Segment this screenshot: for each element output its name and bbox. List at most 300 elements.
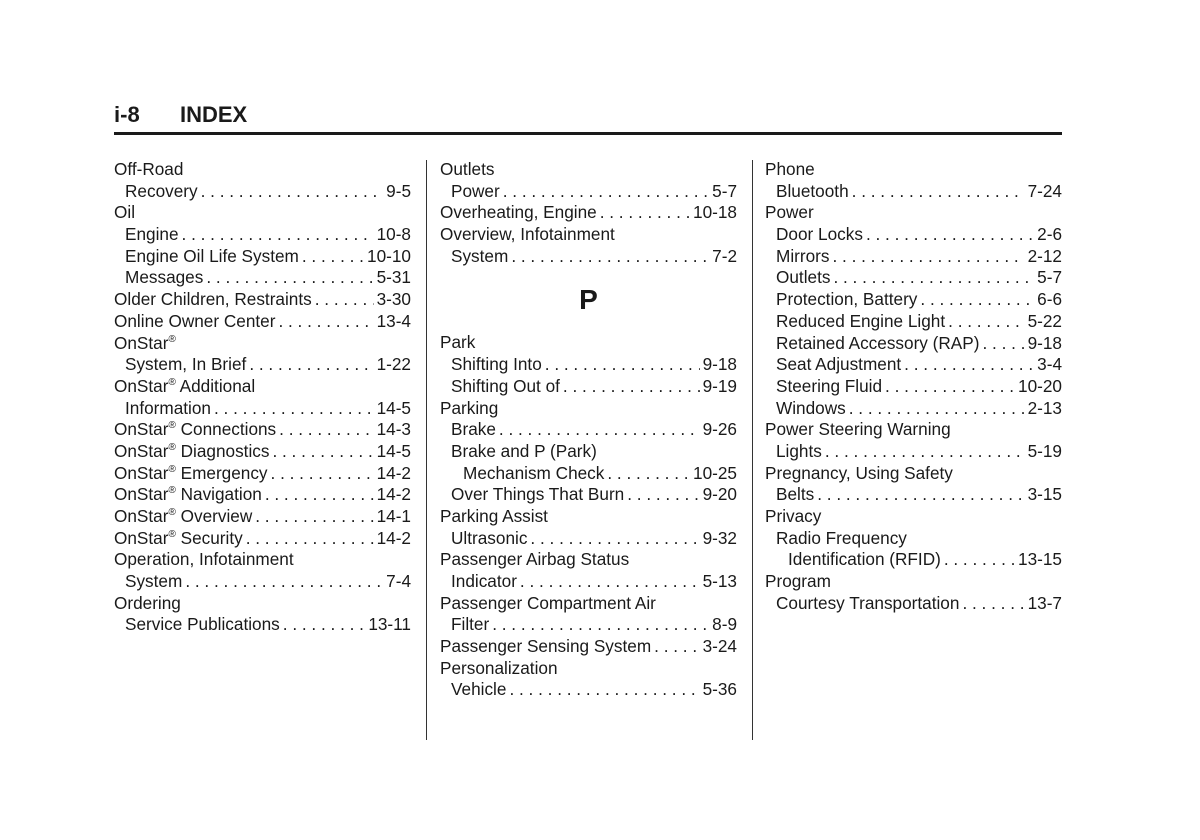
index-heading [440, 398, 737, 420]
entry-term-text: Park [440, 332, 476, 353]
entry-term-text: Lights [776, 440, 822, 461]
entry-term-text: Phone [765, 159, 815, 179]
index-entry [440, 419, 737, 441]
dot-leader [492, 614, 709, 636]
dot-leader [499, 419, 700, 441]
dot-leader [278, 311, 373, 333]
entry-term [125, 267, 203, 289]
entry-term [451, 441, 597, 463]
entry-term-text: Brake and P (Park) [451, 440, 597, 461]
index-heading [765, 202, 1062, 224]
entry-term-text: Power [765, 202, 814, 223]
dot-leader [315, 289, 374, 311]
entry-term [440, 636, 651, 658]
entry-term [776, 181, 849, 203]
entry-term [114, 333, 176, 355]
entry-term-text: Mechanism Check [463, 462, 605, 483]
index-entry [114, 614, 411, 636]
index-entry [765, 311, 1062, 333]
entry-term-text: Service Publications [125, 614, 280, 635]
entry-term [125, 354, 246, 376]
dot-leader [866, 224, 1034, 246]
entry-term [114, 528, 243, 550]
entry-term-text: Personalization [440, 657, 558, 678]
dot-leader [206, 267, 373, 289]
entry-term [776, 246, 829, 268]
index-heading [114, 593, 411, 615]
entry-term-text: Shifting Into [451, 354, 542, 375]
page-header [114, 100, 1062, 135]
index-entry [440, 528, 737, 550]
entry-term-text: Outlets [776, 267, 831, 288]
index-entry [765, 181, 1062, 203]
entry-term [125, 614, 280, 636]
entry-term-text: Parking Assist [440, 505, 548, 526]
page-reference: 7-2 [712, 245, 737, 266]
entry-term [765, 202, 814, 224]
entry-term [451, 354, 542, 376]
entry-term [451, 484, 624, 506]
page-reference: 9-5 [386, 180, 411, 201]
index-entry [440, 484, 737, 506]
entry-term [451, 181, 500, 203]
dot-leader [279, 419, 373, 441]
entry-term-text: System, In Brief [125, 354, 247, 375]
index-entry [114, 181, 411, 203]
index-heading [114, 202, 411, 224]
index-entry [765, 333, 1062, 355]
entry-term-text: Outlets [440, 159, 495, 179]
dot-leader [852, 181, 1025, 203]
entry-term [788, 549, 941, 571]
dot-leader [904, 354, 1034, 376]
page-reference: 6-6 [1037, 289, 1062, 310]
index-entry [114, 289, 411, 311]
index-entry [440, 614, 737, 636]
dot-leader [214, 398, 374, 420]
entry-term-text: OnStar [114, 462, 169, 483]
index-heading [765, 419, 1062, 441]
entry-term [125, 571, 182, 593]
entry-term-text: Off-Road [114, 159, 184, 179]
page-reference: 9-18 [702, 354, 737, 375]
dot-leader [201, 181, 384, 203]
page-number: i-8 [114, 102, 140, 127]
entry-term [776, 289, 917, 311]
entry-term-text: Shifting Out of [451, 375, 560, 396]
entry-term-suffix: Diagnostics [175, 440, 270, 461]
dot-leader [509, 679, 699, 701]
entry-term-text: Passenger Airbag Status [440, 549, 630, 570]
entry-term-text: Retained Accessory (RAP) [776, 332, 980, 353]
entry-term-suffix: Emergency [175, 462, 268, 483]
page-reference: 9-20 [702, 484, 737, 505]
entry-term-text: Identification (RFID) [788, 549, 941, 570]
entry-term [463, 463, 604, 485]
dot-leader [271, 463, 374, 485]
dot-leader [185, 571, 383, 593]
entry-term [440, 593, 656, 615]
entry-term-text: OnStar [114, 440, 169, 461]
entry-term-text: OnStar [114, 484, 169, 505]
dot-leader [246, 528, 374, 550]
entry-term-text: Radio Frequency [776, 527, 907, 548]
dot-leader [825, 441, 1025, 463]
entry-term-text: Messages [125, 267, 204, 288]
column-divider [752, 160, 753, 740]
registered-mark: ® [168, 507, 176, 518]
entry-term-suffix: Security [175, 527, 243, 548]
page-reference: 3-24 [702, 636, 737, 657]
entry-term-text: Parking [440, 397, 499, 418]
entry-term-text: Recovery [125, 180, 198, 201]
entry-term-text: Bluetooth [776, 180, 849, 201]
entry-term-text: Brake [451, 419, 496, 440]
entry-term-text: OnStar [114, 375, 169, 396]
index-entry [440, 679, 737, 701]
dot-leader [511, 246, 709, 268]
entry-term [776, 333, 979, 355]
entry-term-text: Mirrors [776, 245, 830, 266]
page-reference: 2-12 [1027, 245, 1062, 266]
dot-leader [920, 289, 1034, 311]
index-heading [114, 376, 411, 398]
entry-term-text: Information [125, 397, 211, 418]
index-entry [114, 246, 411, 268]
index-heading [114, 333, 411, 355]
entry-term-text: Vehicle [451, 679, 507, 700]
index-entry [114, 419, 411, 441]
page-reference: 9-18 [1027, 332, 1062, 353]
dot-leader [832, 246, 1024, 268]
page-reference: 3-30 [376, 289, 411, 310]
entry-term-suffix: Additional [175, 375, 256, 396]
entry-term-text: Privacy [765, 506, 822, 526]
entry-term-text: Overheating, Engine [440, 202, 597, 223]
entry-term-text: OnStar [114, 527, 169, 548]
page-reference: 5-22 [1027, 310, 1062, 331]
registered-mark: ® [168, 420, 176, 432]
page-reference: 2-6 [1037, 224, 1062, 245]
dot-leader [503, 181, 709, 203]
entry-term-text: Overview, Infotainment [440, 224, 615, 245]
entry-term [440, 224, 615, 246]
index-heading [440, 332, 737, 354]
index-entry [765, 267, 1062, 289]
dot-leader [545, 354, 700, 376]
page-reference: 9-26 [702, 419, 737, 440]
index-entry [765, 549, 1062, 571]
dot-leader [302, 246, 364, 268]
entry-term [451, 246, 508, 268]
page-reference: 7-24 [1027, 180, 1062, 201]
entry-term-text: Pregnancy, Using Safety [765, 462, 953, 483]
dot-leader [962, 593, 1024, 615]
page-reference: 5-36 [702, 679, 737, 700]
entry-term [114, 549, 294, 571]
registered-mark: ® [168, 441, 176, 453]
dot-leader [817, 484, 1024, 506]
entry-term-suffix: Overview [175, 506, 253, 526]
entry-term-text: Engine [125, 224, 179, 245]
entry-term [125, 181, 198, 203]
entry-term-text: Power Steering Warning [765, 419, 951, 440]
index-entry [440, 181, 737, 203]
entry-term-text: Reduced Engine Light [776, 310, 946, 331]
dot-leader [265, 484, 374, 506]
page-reference: 13-7 [1027, 592, 1062, 613]
entry-term [114, 506, 252, 528]
index-column-3 [765, 159, 1062, 614]
page-reference: 5-19 [1027, 440, 1062, 461]
page-reference: 14-1 [376, 506, 411, 526]
entry-term [776, 593, 959, 615]
entry-term [114, 419, 276, 441]
index-entry [765, 376, 1062, 398]
entry-term [440, 202, 597, 224]
registered-mark: ® [168, 528, 176, 540]
entry-term-suffix: Connections [175, 419, 277, 440]
entry-term-text: OnStar [114, 419, 169, 440]
page-reference: 10-25 [693, 462, 737, 483]
dot-leader [627, 484, 699, 506]
index-entry [765, 398, 1062, 420]
entry-term [125, 246, 299, 268]
entry-term [440, 332, 475, 354]
entry-term-text: System [451, 245, 509, 266]
page-reference: 10-8 [376, 224, 411, 245]
index-entry [440, 354, 737, 376]
entry-term-text: Oil [114, 202, 136, 223]
entry-term-text: Protection, Battery [776, 289, 918, 310]
page-reference: 2-13 [1027, 397, 1062, 418]
entry-term-text: Windows [776, 397, 846, 418]
entry-term-text: Over Things That Burn [451, 484, 625, 505]
index-heading [440, 549, 737, 571]
index-heading [765, 528, 1062, 550]
index-column-1 [114, 159, 411, 636]
entry-term [114, 311, 275, 333]
entry-term-text: Engine Oil Life System [125, 245, 299, 266]
page-reference: 14-2 [376, 527, 411, 548]
entry-term [125, 224, 179, 246]
entry-term [765, 419, 951, 441]
page-reference: 13-11 [368, 614, 411, 635]
index-entry [114, 224, 411, 246]
entry-term-text: Courtesy Transportation [776, 592, 960, 613]
page-reference: 7-4 [386, 571, 411, 592]
page-reference: 5-7 [712, 180, 737, 201]
index-entry [765, 441, 1062, 463]
page-reference: 3-15 [1027, 484, 1062, 505]
page-reference: 8-9 [712, 614, 737, 635]
index-entry [765, 484, 1062, 506]
registered-mark: ® [168, 333, 176, 345]
index-entry [114, 267, 411, 289]
entry-term [765, 159, 815, 181]
entry-term [451, 528, 527, 550]
page-reference: 5-31 [376, 267, 411, 288]
index-heading [114, 549, 411, 571]
dot-leader [182, 224, 374, 246]
index-entry [114, 484, 411, 506]
page-reference: 13-4 [376, 310, 411, 331]
entry-term [440, 549, 629, 571]
entry-term-text: Online Owner Center [114, 310, 276, 331]
page-reference: 3-4 [1037, 354, 1062, 375]
entry-term [114, 159, 183, 181]
entry-term-text: Door Locks [776, 224, 863, 245]
entry-term [776, 441, 822, 463]
index-heading [440, 506, 737, 528]
page-reference: 5-7 [1037, 267, 1062, 288]
index-entry [114, 528, 411, 550]
index-entry [440, 376, 737, 398]
entry-term [114, 484, 262, 506]
entry-term [776, 267, 830, 289]
dot-leader [249, 354, 373, 376]
registered-mark: ® [168, 463, 176, 475]
entry-term [776, 376, 882, 398]
entry-term-text: Belts [776, 484, 815, 505]
entry-term-text: Seat Adjustment [776, 354, 902, 375]
entry-term [114, 202, 135, 224]
index-heading [440, 224, 737, 246]
entry-term [765, 571, 831, 593]
index-heading [114, 159, 411, 181]
index-entry [440, 636, 737, 658]
entry-term [776, 484, 814, 506]
index-entry [440, 202, 737, 224]
entry-term [451, 614, 489, 636]
entry-term-text: Passenger Compartment Air [440, 592, 656, 613]
page-reference: 14-2 [376, 484, 411, 505]
index-heading [440, 658, 737, 680]
index-entry [114, 571, 411, 593]
index-heading [765, 159, 1062, 181]
index-column-2 [440, 159, 737, 701]
index-letter-heading: P [579, 284, 598, 316]
entry-term-text: Older Children, Restraints [114, 289, 312, 310]
index-entry [114, 354, 411, 376]
entry-term-text: OnStar [114, 332, 169, 353]
entry-term [776, 398, 846, 420]
index-entry [114, 398, 411, 420]
index-entry [765, 354, 1062, 376]
index-heading [440, 159, 737, 181]
dot-leader [849, 398, 1025, 420]
index-entry [114, 463, 411, 485]
column-divider [426, 160, 427, 740]
entry-term [451, 376, 560, 398]
page-reference: 14-3 [376, 419, 411, 440]
entry-term [114, 441, 269, 463]
index-entry [114, 506, 411, 528]
dot-leader [944, 549, 1015, 571]
entry-term [440, 506, 548, 528]
index-heading [765, 506, 1062, 528]
dot-leader [255, 506, 373, 528]
entry-term [776, 224, 863, 246]
page-reference: 14-2 [376, 462, 411, 483]
dot-leader [885, 376, 1015, 398]
entry-term [114, 593, 181, 615]
entry-term-text: Program [765, 571, 831, 592]
entry-term-text: Ordering [114, 592, 181, 613]
index-entry [765, 289, 1062, 311]
page-reference: 1-22 [376, 354, 411, 375]
entry-term [776, 354, 901, 376]
index-heading [765, 463, 1062, 485]
dot-leader [600, 202, 690, 224]
index-entry [114, 441, 411, 463]
entry-term [440, 398, 498, 420]
entry-term [776, 311, 945, 333]
index-entry [765, 593, 1062, 615]
entry-term [114, 463, 268, 485]
entry-term [440, 658, 558, 680]
page-reference: 10-18 [693, 202, 737, 223]
index-heading [765, 571, 1062, 593]
index-entry [114, 311, 411, 333]
entry-term-text: Filter [451, 614, 490, 635]
entry-term-text: Passenger Sensing System [440, 636, 652, 657]
entry-term [114, 376, 255, 398]
index-heading [440, 441, 737, 463]
page-reference: 14-5 [376, 397, 411, 418]
entry-term [451, 419, 496, 441]
page-reference: 14-5 [376, 440, 411, 461]
dot-leader [982, 333, 1024, 355]
entry-term-text: OnStar [114, 506, 169, 526]
dot-leader [833, 267, 1034, 289]
registered-mark: ® [168, 485, 176, 497]
page-reference: 9-32 [702, 527, 737, 548]
dot-leader [948, 311, 1024, 333]
index-entry [440, 571, 737, 593]
dot-leader [520, 571, 700, 593]
page-reference: 10-20 [1018, 375, 1062, 396]
index-entry [765, 246, 1062, 268]
entry-term [451, 571, 517, 593]
dot-leader [563, 376, 700, 398]
entry-term-text: Steering Fluid [776, 375, 883, 396]
index-entry [440, 246, 737, 268]
entry-term-suffix: Navigation [175, 484, 262, 505]
entry-term-text: Ultrasonic [451, 527, 528, 548]
dot-leader [283, 614, 366, 636]
page-reference: 13-15 [1018, 549, 1062, 570]
entry-term [765, 463, 953, 485]
index-entry [440, 463, 737, 485]
entry-term-text: System [125, 571, 183, 592]
page-reference: 5-13 [702, 571, 737, 591]
index-entry [765, 224, 1062, 246]
entry-term [114, 289, 312, 311]
page-reference: 9-19 [702, 375, 737, 396]
entry-term [451, 679, 506, 701]
entry-term [125, 398, 211, 420]
dot-leader [272, 441, 373, 463]
dot-leader [530, 528, 699, 550]
entry-term-text: Power [451, 180, 500, 201]
page-reference: 10-10 [367, 245, 411, 266]
entry-term [440, 159, 494, 181]
entry-term-text: Operation, Infotainment [114, 549, 294, 570]
entry-term [765, 506, 821, 528]
index-heading [440, 593, 737, 615]
entry-term [776, 528, 907, 550]
